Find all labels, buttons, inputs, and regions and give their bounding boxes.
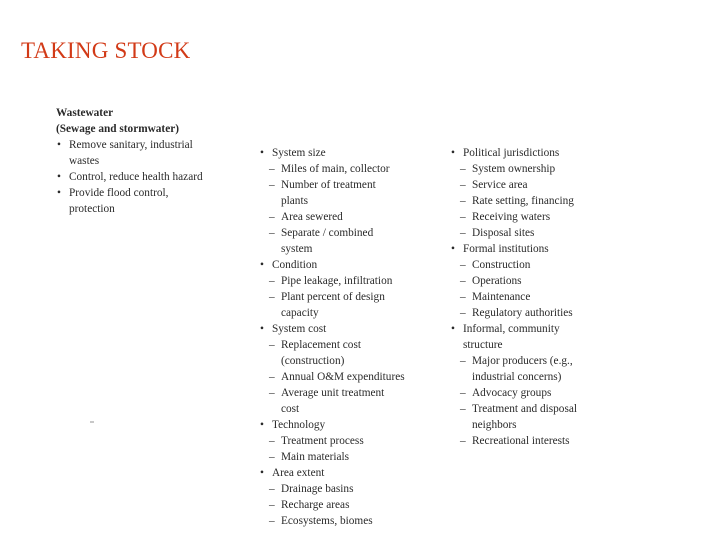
sub-continuation: capacity xyxy=(281,307,319,319)
bullet-continuation: protection xyxy=(69,203,115,215)
sub-item: – Miles of main, collector xyxy=(259,161,444,177)
sub-item: – System ownership xyxy=(450,161,650,177)
sub-continuation: neighbors xyxy=(472,419,517,431)
bullet-item: • Area extent xyxy=(259,465,444,481)
sub-item: – Receiving waters xyxy=(450,209,650,225)
sub-item: – Average unit treatment xyxy=(259,385,444,401)
bullet-item: • Technology xyxy=(259,417,444,433)
column-system-attributes xyxy=(259,145,444,529)
sub-continuation: industrial concerns) xyxy=(472,371,562,383)
sub-item: – Advocacy groups xyxy=(450,385,650,401)
sub-item: – Treatment and disposal xyxy=(450,401,650,417)
sub-item: – Rate setting, financing xyxy=(450,193,650,209)
bullet-item: • Informal, community xyxy=(450,321,650,337)
column-institutions xyxy=(450,145,650,449)
sub-item: – Recharge areas xyxy=(259,497,444,513)
bullet-continuation: structure xyxy=(463,339,503,351)
column-category xyxy=(56,105,241,217)
scan-artifact xyxy=(90,421,94,423)
sub-item: – Treatment process xyxy=(259,433,444,449)
bullet-item: • Condition xyxy=(259,257,444,273)
bullet-item: • Provide flood control, xyxy=(56,185,241,201)
bullet-item: • Control, reduce health hazard xyxy=(56,169,241,185)
sub-item: – Maintenance xyxy=(450,289,650,305)
bullet-item: • Political jurisdictions xyxy=(450,145,650,161)
bullet-item: • System size xyxy=(259,145,444,161)
sub-item: – Separate / combined xyxy=(259,225,444,241)
sub-continuation: plants xyxy=(281,195,308,207)
sub-item: – Number of treatment xyxy=(259,177,444,193)
bullet-item: • Remove sanitary, industrial xyxy=(56,137,241,153)
bullet-item: • Formal institutions xyxy=(450,241,650,257)
slide-title: TAKING STOCK xyxy=(21,38,191,63)
sub-item: – Construction xyxy=(450,257,650,273)
sub-item: – Drainage basins xyxy=(259,481,444,497)
sub-item: – Pipe leakage, infiltration xyxy=(259,273,444,289)
sub-item: – Area sewered xyxy=(259,209,444,225)
sub-item: – Major producers (e.g., xyxy=(450,353,650,369)
sub-item: – Regulatory authorities xyxy=(450,305,650,321)
sub-item: – Operations xyxy=(450,273,650,289)
sub-continuation: (construction) xyxy=(281,355,345,367)
sub-continuation: cost xyxy=(281,403,300,415)
sub-item: – Ecosystems, biomes xyxy=(259,513,444,529)
heading-line: Wastewater xyxy=(56,107,114,119)
sub-item: – Replacement cost xyxy=(259,337,444,353)
sub-item: – Service area xyxy=(450,177,650,193)
bullet-continuation: wastes xyxy=(69,155,100,167)
sub-item: – Recreational interests xyxy=(450,433,650,449)
sub-item: – Main materials xyxy=(259,449,444,465)
scanned-table-figure xyxy=(52,105,672,535)
sub-item: – Plant percent of design xyxy=(259,289,444,305)
heading-line: (Sewage and stormwater) xyxy=(56,123,179,135)
sub-item: – Disposal sites xyxy=(450,225,650,241)
bullet-item: • System cost xyxy=(259,321,444,337)
sub-continuation: system xyxy=(281,243,313,255)
sub-item: – Annual O&M expenditures xyxy=(259,369,444,385)
